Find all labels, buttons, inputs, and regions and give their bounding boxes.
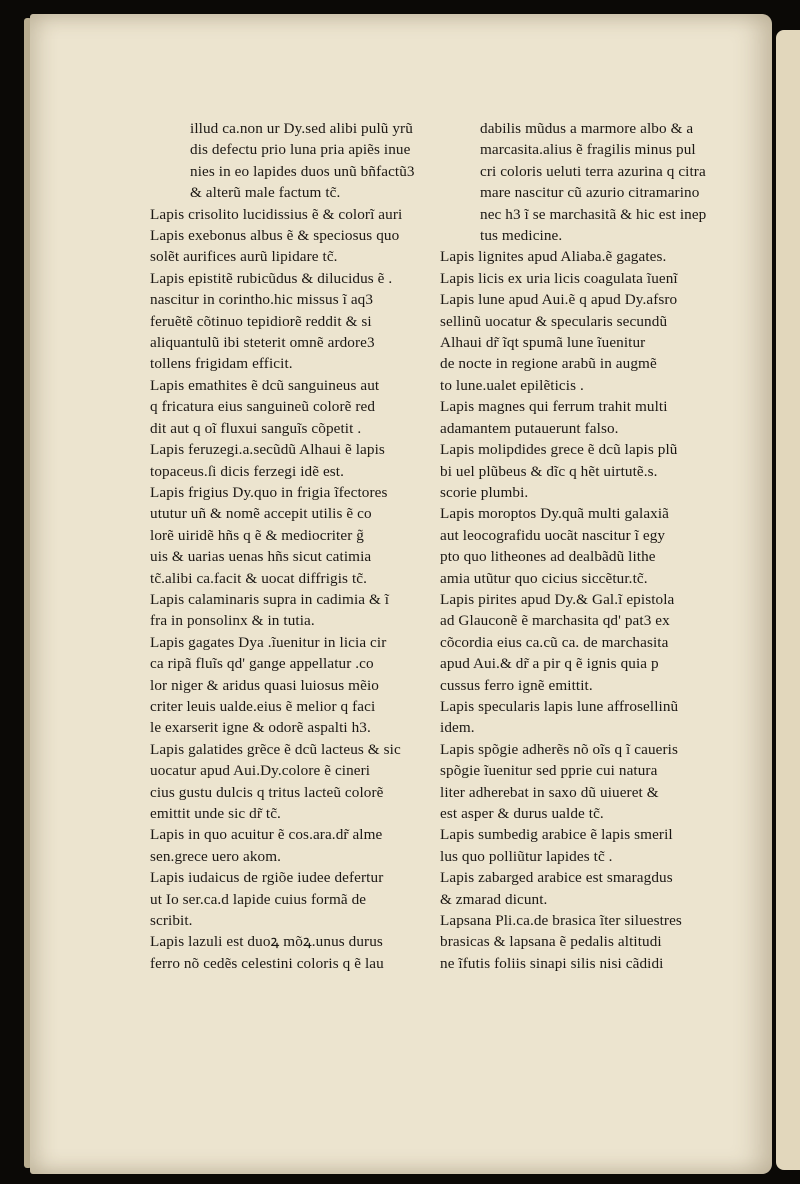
text-line: aliquantulũ ibi steterit omnẽ ardore3 [150,334,375,352]
lapis-entry [440,824,740,867]
text-line: est asper & durus ualde tc̃. [440,805,604,822]
lapis-entry [150,824,440,867]
text-line: Lapis spõgie adherẽs nõ oĩs q ĩ caueris [440,740,678,758]
lapis-entry [440,439,740,503]
text-line: cussus ferro ignẽ emittit. [440,676,593,694]
lapis-entry [150,589,440,632]
text-line: solẽt aurifices aurũ lipidare tc̃. [150,248,338,266]
lapis-entry [440,503,740,589]
lapis-entry [440,246,740,267]
lapis-entry [440,867,740,910]
text-line: lus quo polliũtur lapides tc̃ . [440,847,613,865]
text-line: ferro nõ cedẽs celestini coloris q ẽ lau [150,954,384,972]
lapis-entry [150,739,440,825]
left-text-column [150,118,440,974]
text-line: Alhaui dr̃ ĩqt spumã lune ĩuenitur [440,334,646,352]
text-line: dabilis mũdus a marmore albo & a [480,120,694,137]
text-line: Lapis lignites apud Aliaba.ẽ gagates. [440,248,667,266]
lapis-entry [440,289,740,396]
text-line: Lapis feruzegi.a.secũdũ Alhaui ẽ lapis [150,441,385,459]
text-line: nascitur in corintho.hic missus ĩ aq3 [150,291,374,309]
text-line: dis defectu prio luna pria apiẽs inue [190,141,411,159]
text-line: bi uel plũbeus & dĩc q hẽt uirtutẽ.s. [440,462,658,480]
text-line: aut leocografidu uocãt nascitur ĩ egy [440,526,666,544]
text-line: fra in ponsolinx & in tutia. [150,612,315,630]
text-line: nies in eo lapides duos unũ bñfactũ3 [190,162,415,180]
text-line: adamantem putauerunt falso. [440,419,619,437]
text-line: pto quo litheones ad dealbãdũ lithe [440,548,656,566]
text-line: Lapis sumbedig arabice ẽ lapis smeril [440,826,673,844]
text-line: criter leuis ualde.eius ẽ melior q faci [150,697,376,715]
next-page-edge [776,30,800,1170]
text-line: q fricatura eius sanguineũ colorẽ red [150,398,376,416]
lapis-entry [150,375,440,439]
lapis-entry [440,396,740,439]
text-line: Lapis galatides grẽce ẽ dcũ lacteus & sic [150,740,401,758]
text-line: sellinũ uocatur & specularis secundũ [440,312,668,330]
text-line: topaceus.ſi dicis ferzegi idẽ est. [150,462,345,480]
text-line: Lapis lune apud Aui.ẽ q apud Dy.afsro [440,291,678,309]
text-line: Lapis magnes qui ferrum trahit multi [440,398,668,416]
lapis-entry [150,482,440,589]
text-line: le exarserit igne & odorẽ aspalti h3. [150,719,371,737]
text-line: lorẽ uiridẽ hñs q ẽ & mediocriter g̃ [150,526,364,544]
text-line: ne ĩfutis foliis sinapi silis nisi cãdidi [440,954,664,972]
text-line: ca ripã fluĩs qd' gange appellatur .co [150,655,374,673]
text-line: to lune.ualet epilẽticis . [440,376,584,394]
continued-paragraph [440,118,740,246]
lapis-entry [150,268,440,375]
text-line: Lapis lazuli est duoꝝ mõꝝ.unus durus [150,933,383,951]
text-line: uocatur apud Aui.Dy.colore ẽ cineri [150,762,371,780]
text-line: lor niger & aridus quasi luiosus mẽio [150,676,379,694]
lapis-entry [150,867,440,931]
text-line: Lapis gagates Dya .ĩuenitur in licia cir [150,633,387,651]
text-line: & zmarad dicunt. [440,890,548,908]
lapis-entry [440,739,740,825]
lapis-entry [150,632,440,739]
text-line: & alterũ male factum tc̃. [190,184,341,202]
lapis-entry [150,439,440,482]
text-line: Lapis in quo acuitur ẽ cos.ara.dr̃ alme [150,826,383,844]
lapis-entry [150,204,440,225]
text-line: uis & uarias uenas hñs sicut catimia [150,548,372,566]
text-line: liter adherebat in saxo dũ uiueret & [440,783,659,801]
text-line: Lapis zabarged arabice est smaragdus [440,869,673,887]
text-line: Lapis exebonus albus ẽ & speciosus quo [150,227,400,245]
text-line: ad Glauconẽ ẽ marchasita qd' pat3 ex [440,612,670,630]
text-line: nec h3 ĩ se marchasitã & hic est inep [480,205,707,223]
text-line: amia utũtur quo cicius siccẽtur.tc̃. [440,569,648,587]
text-line: dit aut q oĩ fluxui sanguĩs cõpetit . [150,419,362,437]
lapis-entry [440,696,740,739]
continued-paragraph [150,118,440,204]
text-line: spõgie ĩuenitur sed pprie cui natura [440,762,658,780]
text-line: feruẽtẽ cõtinuo tepidiorẽ reddit & si [150,312,372,330]
text-line: cius gustu dulcis q tritus lacteũ colorẽ [150,783,384,801]
text-line: tollens frigidam efficit. [150,355,293,373]
text-line: Lapsana Pli.ca.de brasica ĩter siluestres [440,912,682,930]
text-line: marcasita.alius ẽ fragilis minus pul [480,141,696,159]
text-line: Lapis frigius Dy.quo in frigia ĩfectores [150,483,388,501]
text-line: brasicas & lapsana ẽ pedalis altitudi [440,933,662,951]
text-line: sen.grece uero akom. [150,847,282,865]
lapis-entry [150,931,440,974]
text-line: Lapis molipdides grece ẽ dcũ lapis plũ [440,441,678,459]
text-line: scribit. [150,912,193,930]
text-line: apud Aui.& dr̃ a pir q ẽ ignis quia p [440,655,659,673]
lapis-entry [440,268,740,289]
lapis-entry [440,589,740,696]
text-line: tc̃.alibi ca.facit & uocat diffrigis tc̃. [150,569,368,587]
right-text-column [440,118,740,974]
text-line: Lapis epistitẽ rubicũdus & dilucidus ẽ . [150,269,393,287]
text-line: idem. [440,719,475,737]
text-line: Lapis pirites apud Dy.& Gal.ĩ epistola [440,590,675,608]
text-line: cõcordia eius ca.cũ ca. de marchasita [440,633,669,651]
text-line: mare nascitur cũ azurio citramarino [480,184,700,202]
text-line: cri coloris ueluti terra azurina q citra [480,162,706,180]
text-line: Lapis licis ex uria licis coagulata ĩuenĩ [440,269,678,287]
text-line: Lapis emathites ẽ dcũ sanguineus aut [150,376,380,394]
lapis-entry [440,910,740,974]
text-line: Lapis iudaicus de rgiõe iudee defertur [150,869,384,887]
text-line: tus medicine. [480,227,563,245]
text-line: emittit unde sic dr̃ tc̃. [150,805,281,822]
text-line: ut Io ser.ca.d lapide cuius formã de [150,890,367,908]
text-line: de nocte in regione arabũ in augmẽ [440,355,657,373]
text-line: scorie plumbi. [440,483,529,501]
text-line: Lapis calaminaris supra in cadimia & ĩ [150,590,390,608]
text-line: Lapis crisolito lucidissius ẽ & colorĩ auri [150,205,403,223]
text-line: illud ca.non ur Dy.sed alibi pulũ yrũ [190,120,413,137]
lapis-entry [150,225,440,268]
text-line: ututur uñ & nomẽ accepit utilis ẽ co [150,505,372,523]
text-line: Lapis moroptos Dy.quã multi galaxiã [440,505,670,523]
text-line: Lapis specularis lapis lune affrosellinũ [440,697,679,715]
